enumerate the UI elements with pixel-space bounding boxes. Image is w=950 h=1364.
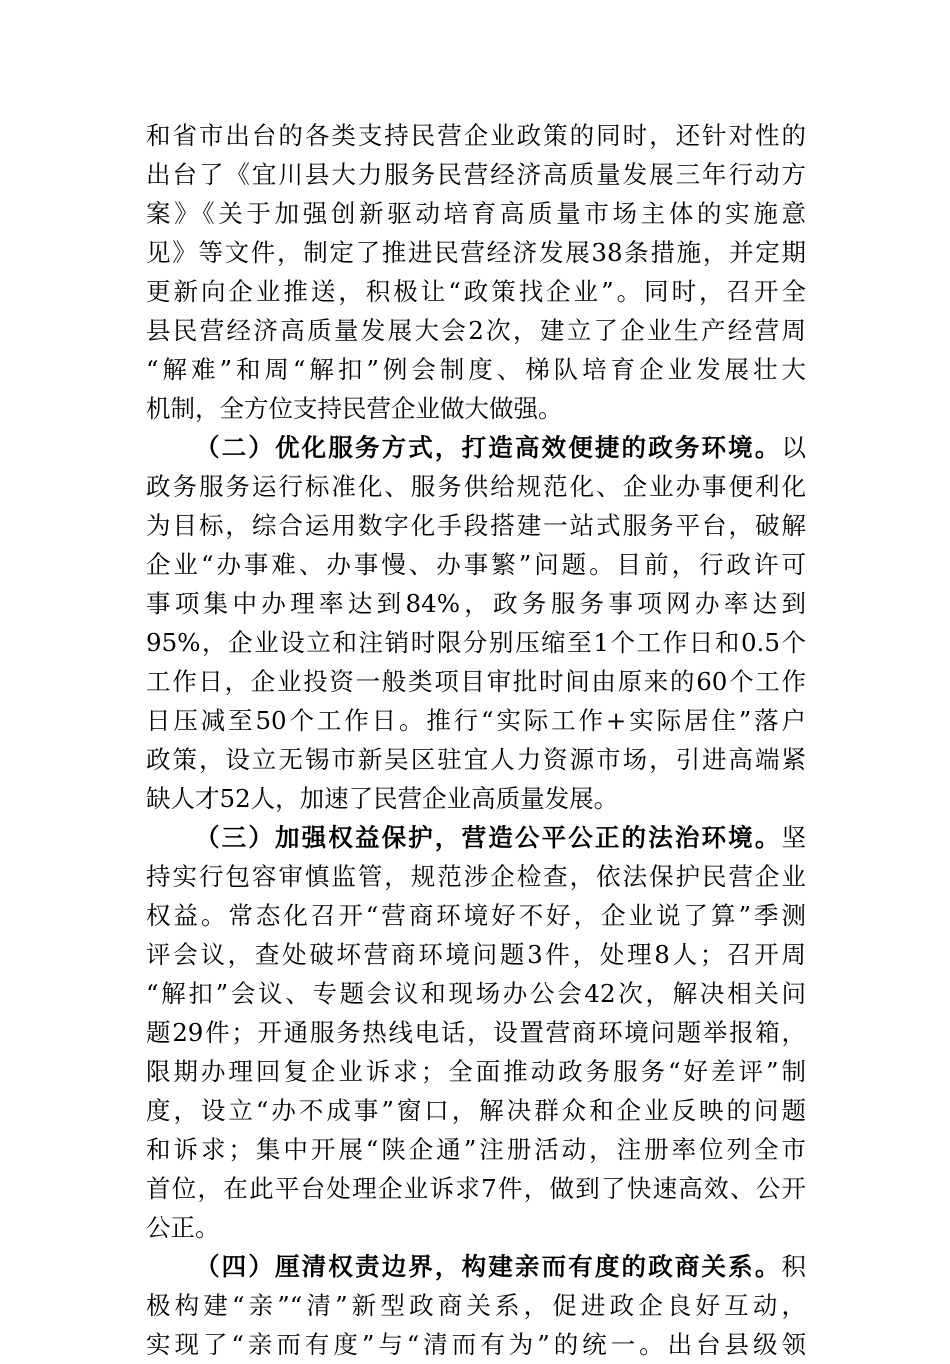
first-line-text: 坚 <box>781 823 806 852</box>
text-line: 实现了“亲而有度”与“清而有为”的统一。出台县级领 <box>146 1330 806 1359</box>
paragraph-rights-protection <box>146 818 806 1247</box>
text-line: “解扣”会议、专题会议和现场办公会42次，解决相关问 <box>146 979 806 1008</box>
text-line: “解难”和周“解扣”例会制度、梯队培育企业发展壮大 <box>146 355 806 384</box>
text-line: 企业“办事难、办事慢、办事繁”问题。目前，行政许可 <box>146 550 806 579</box>
text-line: 政务服务运行标准化、服务供给规范化、企业办事便利化 <box>146 472 806 501</box>
paragraph-first-line <box>146 428 806 467</box>
text-line: 和省市出台的各类支持民营企业政策的同时，还针对性的 <box>146 121 806 150</box>
text-line: 政策，设立无锡市新吴区驻宜人力资源市场，引进高端紧 <box>146 745 806 774</box>
text-line: 限期办理回复企业诉求；全面推动政务服务“好差评”制 <box>146 1057 806 1086</box>
first-line-text: 以 <box>781 433 806 462</box>
text-line: 题29件；开通服务热线电话，设置营商环境问题举报箱， <box>146 1018 806 1047</box>
first-line-text: 积 <box>781 1252 806 1281</box>
text-line: 见》等文件，制定了推进民营经济发展38条措施，并定期 <box>146 238 806 267</box>
text-line: 出台了《宜川县大力服务民营经济高质量发展三年行动方 <box>146 160 806 189</box>
text-line: 更新向企业推送，积极让“政策找企业”。同时，召开全 <box>146 277 806 306</box>
text-line: 持实行包容审慎监管，规范涉企检查，依法保护民营企业 <box>146 862 806 891</box>
text-line: 度，设立“办不成事”窗口，解决群众和企业反映的问题 <box>146 1096 806 1125</box>
text-line: 机制，全方位支持民营企业做大做强。 <box>146 394 563 423</box>
text-line: 事项集中办理率达到84%，政务服务事项网办率达到 <box>146 589 806 618</box>
text-line: 案》《关于加强创新驱动培育高质量市场主体的实施意 <box>146 199 806 228</box>
section-heading: （四）厘清权责边界，构建亲而有度的政商关系。 <box>195 1252 782 1281</box>
text-line: 公正。 <box>146 1213 220 1242</box>
text-line: 工作日，企业投资一般类项目审批时间由原来的60个工作 <box>146 667 806 696</box>
text-line: 为目标，综合运用数字化手段搭建一站式服务平台，破解 <box>146 511 806 540</box>
text-line: 县民营经济高质量发展大会2次，建立了企业生产经营周 <box>146 316 806 345</box>
text-line: 95%，企业设立和注销时限分别压缩至1个工作日和0.5个 <box>146 628 806 657</box>
text-line: 权益。常态化召开“营商环境好不好，企业说了算”季测 <box>146 901 806 930</box>
section-heading: （三）加强权益保护，营造公平公正的法治环境。 <box>195 823 782 852</box>
text-line: 日压减至50个工作日。推行“实际工作+实际居住”落户 <box>146 706 806 735</box>
paragraph-first-line <box>146 1247 806 1286</box>
text-line: 和诉求；集中开展“陕企通”注册活动，注册率位列全市 <box>146 1135 806 1164</box>
text-line: 缺人才52人，加速了民营企业高质量发展。 <box>146 784 619 813</box>
text-line: 首位，在此平台处理企业诉求7件，做到了快速高效、公开 <box>146 1174 806 1203</box>
paragraph-service-optimization <box>146 428 806 818</box>
section-heading: （二）优化服务方式，打造高效便捷的政务环境。 <box>195 433 782 462</box>
paragraph-first-line <box>146 818 806 857</box>
paragraph-government-business-relations <box>146 1247 806 1364</box>
text-line: 评会议，查处破坏营商环境问题3件，处理8人；召开周 <box>146 940 806 969</box>
paragraph-policy-support <box>146 116 806 428</box>
text-line: 极构建“亲”“清”新型政商关系，促进政企良好互动， <box>146 1291 806 1320</box>
document-body <box>146 116 806 1364</box>
